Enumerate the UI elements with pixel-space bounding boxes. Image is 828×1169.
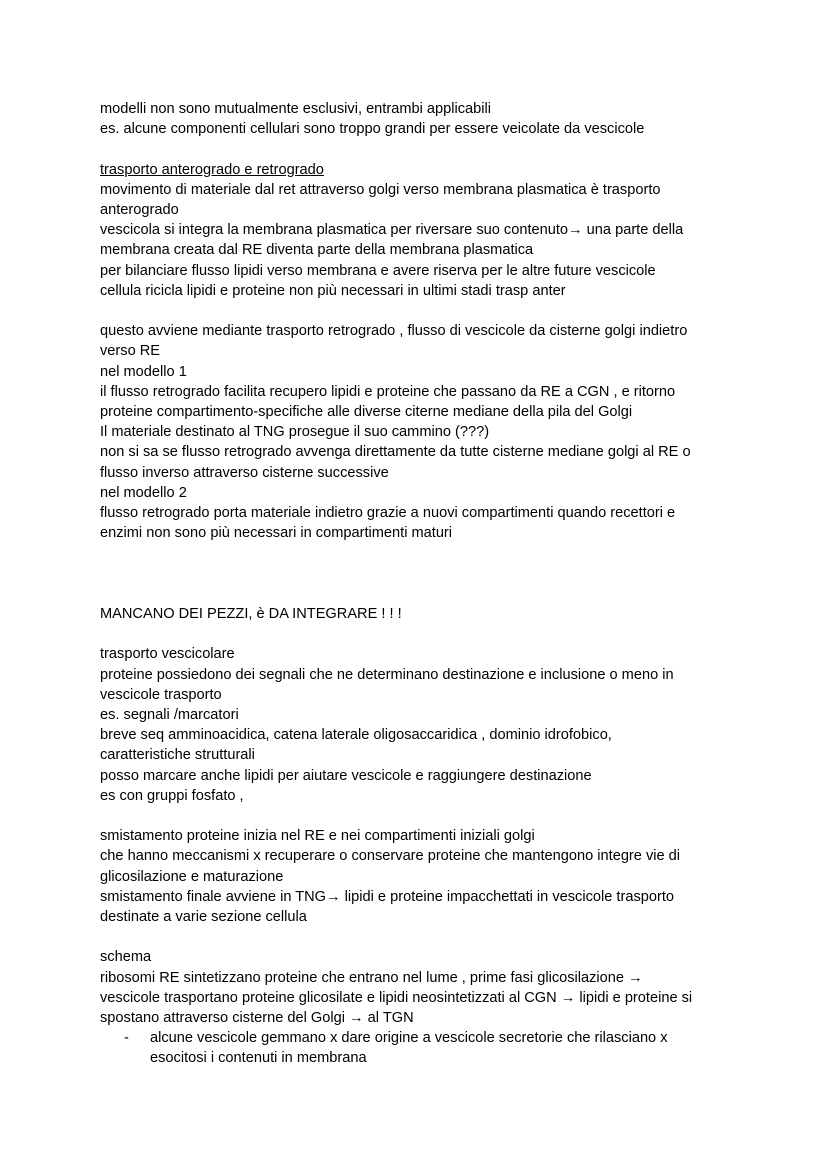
paragraph-missing-parts: [100, 604, 730, 624]
bullet-marker: -: [124, 1030, 129, 1047]
blank-line: [100, 927, 730, 947]
text-line: es. segnali /marcatori: [100, 707, 239, 724]
text-line: spostano attraverso cisterne del Golgi → al TGN: [100, 1010, 414, 1027]
bullet-list-item: [100, 1028, 730, 1068]
blank-lines: [100, 543, 730, 604]
document-page: [100, 99, 730, 1069]
text-line: questo avviene mediante trasporto retrogrado , flusso di vescicole da cisterne golgi indietro: [100, 323, 688, 340]
text-line: vescicole trasportano proteine glicosilate e lipidi neosintetizzati al CGN → lipidi e proteine si: [100, 989, 693, 1006]
text-line: flusso retrogrado porta materiale indietro grazie a nuovi compartimenti quando recettori e: [100, 505, 676, 522]
text-line: breve seq amminoacidica, catena laterale oligosaccaridica , dominio idrofobico,: [100, 727, 612, 744]
text-line: glicosilazione e maturazione: [100, 868, 284, 885]
text-line: trasporto vescicolare: [100, 646, 235, 663]
text-line: che hanno meccanismi x recuperare o conservare proteine che mantengono integre vie di: [100, 848, 681, 865]
blank-line: [100, 139, 730, 159]
text-line: cellula ricicla lipidi e proteine non più necessari in ultimi stadi trasp anter: [100, 282, 566, 299]
bullet-text: [150, 1028, 668, 1068]
text-line: schema: [100, 949, 152, 966]
text-line: proteine possiedono dei segnali che ne determinano destinazione e inclusione o meno in: [100, 666, 674, 683]
blank-line: [100, 624, 730, 644]
text-line: non si sa se flusso retrogrado avvenga direttamente da tutte cisterne mediane golgi al RE o: [100, 444, 691, 461]
text-line: nel modello 1: [100, 363, 187, 380]
blank-line: [100, 806, 730, 826]
paragraph-models: [100, 99, 730, 139]
paragraph-sorting: [100, 826, 730, 927]
section-heading: trasporto anterogrado e retrogrado: [100, 161, 324, 178]
text-line: modelli non sono mutualmente esclusivi, entrambi applicabili: [100, 101, 491, 117]
text-line: vescicole trasporto: [100, 686, 222, 703]
text-line: flusso inverso attraverso cisterne successive: [100, 464, 389, 481]
text-line: es con gruppi fosfato ,: [100, 787, 244, 804]
text-line: per bilanciare flusso lipidi verso membrana e avere riserva per le altre future vescicole: [100, 262, 656, 279]
text-line: enzimi non sono più necessari in compartimenti maturi: [100, 525, 453, 542]
text-line: nel modello 2: [100, 484, 187, 501]
text-line: MANCANO DEI PEZZI, è DA INTEGRARE ! ! !: [100, 606, 402, 623]
text-line: vescicola si integra la membrana plasmatica per riversare suo contenuto→ una parte della: [100, 222, 684, 239]
text-line: caratteristiche strutturali: [100, 747, 255, 764]
paragraph-schema: [100, 947, 730, 1068]
text-line: posso marcare anche lipidi per aiutare vescicole e raggiungere destinazione: [100, 767, 592, 784]
text-line: verso RE: [100, 343, 161, 360]
text-line: es. alcune componenti cellulari sono troppo grandi per essere veicolate da vescicole: [100, 121, 645, 138]
blank-line: [100, 301, 730, 321]
text-line: anterogrado: [100, 202, 179, 218]
section-anterograde-retrograde: [100, 160, 730, 301]
text-line: membrana creata dal RE diventa parte della membrana plasmatica: [100, 242, 534, 259]
text-line: smistamento proteine inizia nel RE e nei compartimenti iniziali golgi: [100, 828, 535, 845]
text-line: il flusso retrogrado facilita recupero lipidi e proteine che passano da RE a CGN , e ritorno: [100, 383, 676, 400]
text-line: ribosomi RE sintetizzano proteine che entrano nel lume , prime fasi glicosilazione →: [100, 969, 643, 986]
text-line: destinate a varie sezione cellula: [100, 909, 307, 926]
text-line: Il materiale destinato al TNG prosegue il suo cammino (???): [100, 424, 490, 441]
paragraph-vesicular-transport: [100, 644, 730, 806]
text-line: smistamento finale avviene in TNG→ lipidi e proteine impacchettati in vescicole trasporto: [100, 888, 675, 905]
paragraph-retrograde-models: [100, 321, 730, 543]
text-line: alcune vescicole gemmano x dare origine a vescicole secretorie che rilasciano x: [150, 1030, 668, 1047]
text-line: movimento di materiale dal ret attraverso golgi verso membrana plasmatica è trasporto: [100, 181, 661, 198]
text-line: proteine compartimento-specifiche alle diverse citerne mediane della pila del Golgi: [100, 404, 633, 421]
text-line: esocitosi i contenuti in membrana: [150, 1050, 367, 1067]
